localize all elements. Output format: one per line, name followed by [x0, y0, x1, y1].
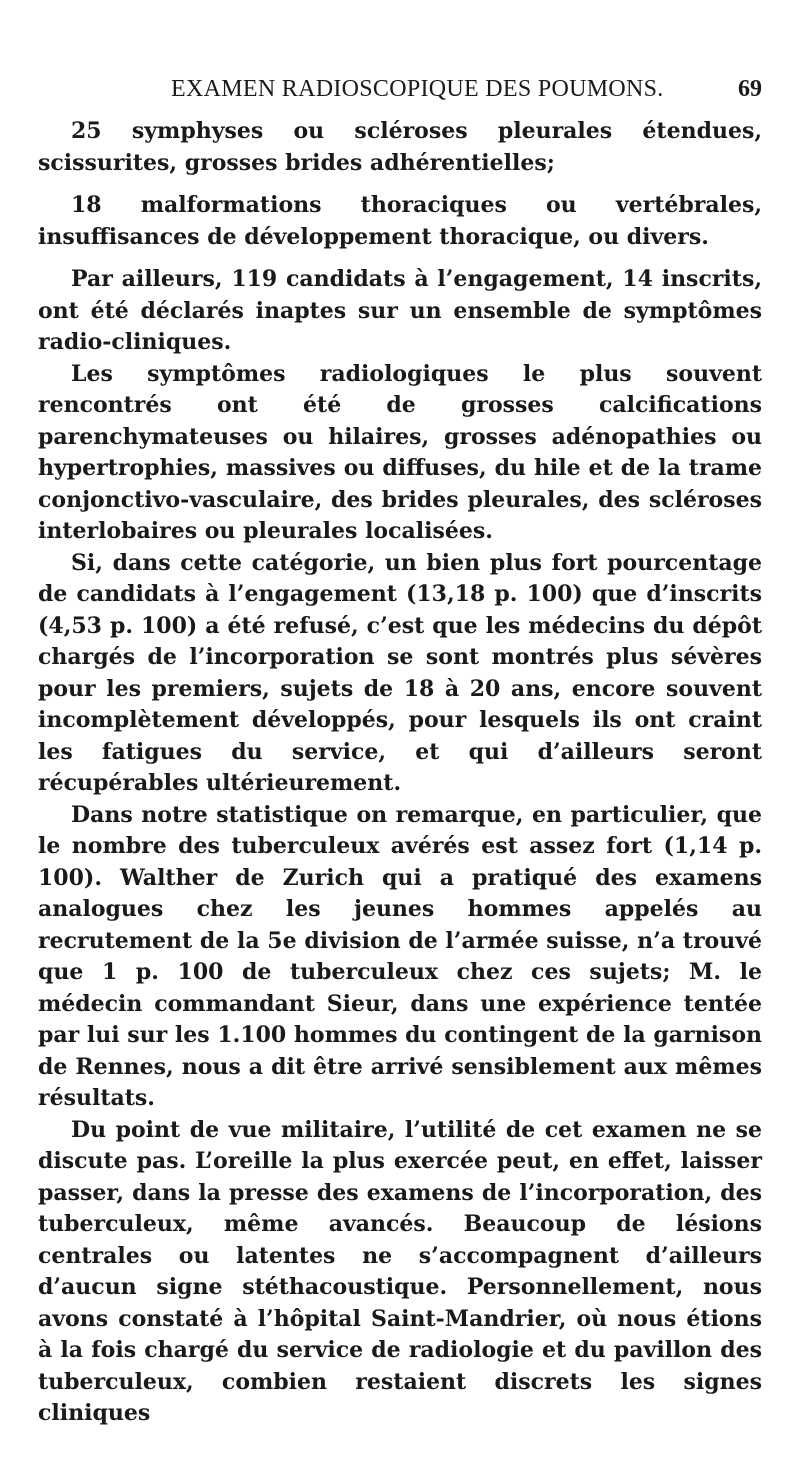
paragraph-item-25: 25 symphyses ou scléroses pleurales étendues, scissurites, grosses brides adhérentielles; — [38, 118, 762, 176]
paragraph-item-18: 18 malformations thoraciques ou vertébrales, insuffisances de développement thoracique, ou divers. — [38, 192, 762, 250]
paragraph-symptomes: Les symptômes radiologiques le plus souvent rencontrés ont été de grosses calcifications parenchymateuses ou hilaires, grosses adénopathies ou hypertrophies, massives ou diffuses, du hile et de la trame conjonctivo-vasculaire, des brides pleurales, des scléroses interlobaires ou pleurales localisées. — [38, 360, 762, 544]
paragraph-inaptes: Par ailleurs, 119 candidats à l’engagement, 14 inscrits, ont été déclarés inaptes sur un ensemble de symptômes radio-cliniques. — [38, 266, 762, 355]
paragraph-point-de-vue: Du point de vue militaire, l’utilité de cet examen ne se discute pas. L’oreille la plus exercée peut, en effet, laisser passer, dans la presse des examens de l’incorporation, des tuberculeux, même avancés. Beaucoup de lésions centrales ou latentes ne s’accompagnent d’ailleurs d’aucun signe stéthacoustique. Personnellement, nous avons constaté à l’hôpital Saint-Mandrier, où nous étions à la fois chargé du service de radiologie et du pavillon des tuberculeux, combien restaient discrets les signes cliniques — [38, 1116, 762, 1426]
running-head: EXAMEN RADIOSCOPIQUE DES POUMONS. — [171, 76, 664, 102]
page-header — [38, 72, 762, 108]
document-page — [38, 0, 762, 1471]
paragraph-categorie: Si, dans cette catégorie, un bien plus fort pourcentage de candidats à l’engagement (13,18 p. 100) que d’inscrits (4,53 p. 100) a été refusé, c’est que les médecins du dépôt chargés de l’incorporation se sont montrés plus sévères pour les premiers, sujets de 18 à 20 ans, encore souvent incomplètement développés, pour lesquels ils ont craint les fatigues du service, et qui d’ailleurs seront récupérables ultérieurement. — [38, 549, 762, 796]
paragraph-statistique: Dans notre statistique on remarque, en particulier, que le nombre des tuberculeux avérés est assez fort (1,14 p. 100). Walther de Zurich qui a pratiqué des examens analogues chez les jeunes hommes appelés au recrutement de la 5e division de l’armée suisse, n’a trouvé que 1 p. 100 de tuberculeux chez ces sujets; M. le médecin commandant Sieur, dans une expérience tentée par lui sur les 1.100 hommes du contingent de la garnison de Rennes, nous a dit être arrivé sensiblement aux mêmes résultats. — [38, 801, 762, 1111]
page-number: 69 — [738, 76, 762, 102]
body-text — [38, 116, 762, 1430]
